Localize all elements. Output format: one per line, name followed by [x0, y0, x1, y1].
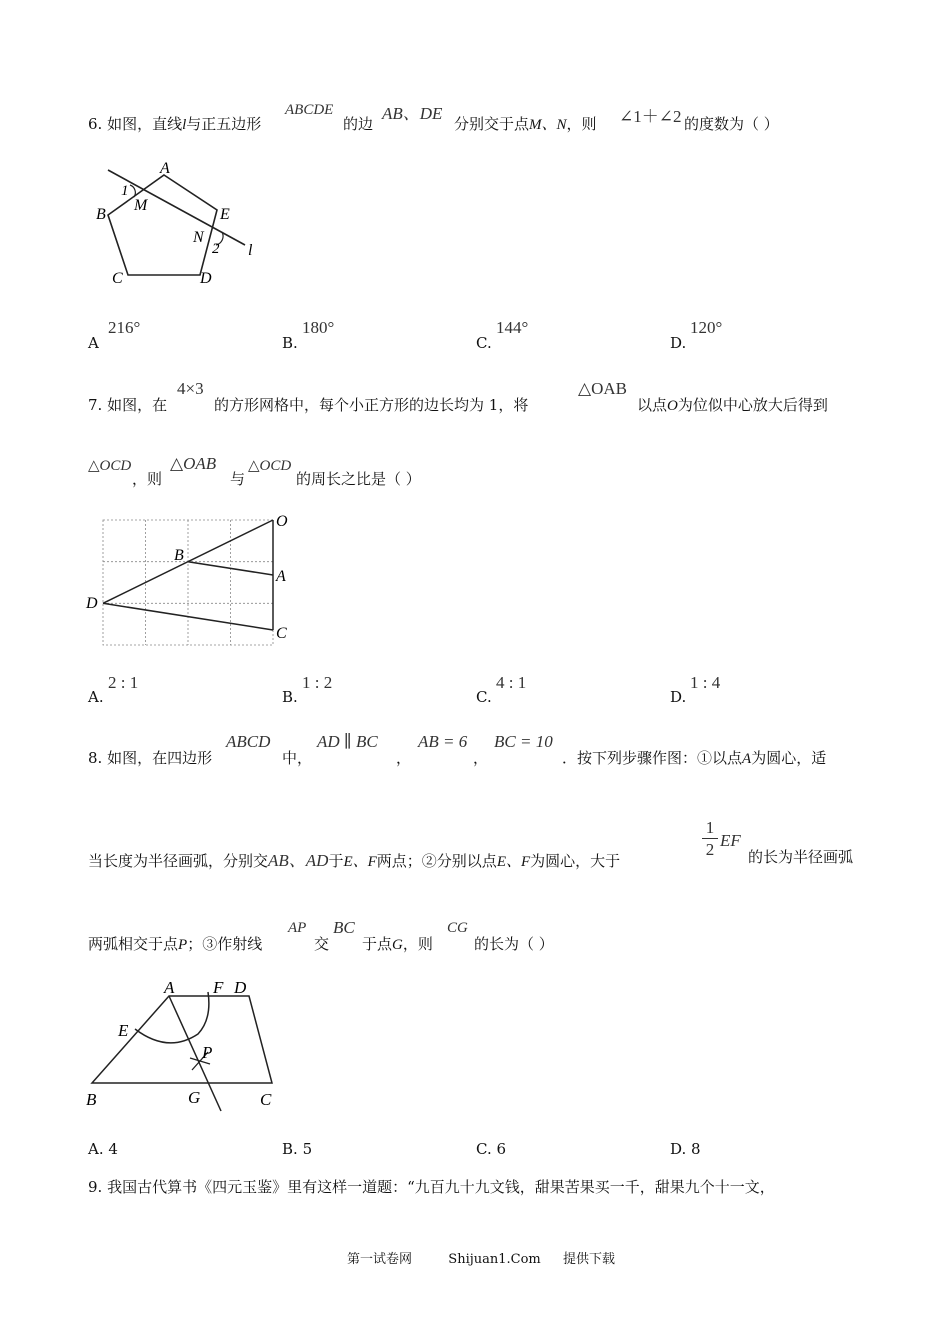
- q8-line3a-wrap: [88, 933, 262, 954]
- q8-math-cg: CG: [447, 920, 468, 936]
- q8-t1: 中，: [282, 749, 313, 767]
- q8-option-b-value: 5: [302, 1140, 313, 1158]
- q7-t2: 以点: [637, 396, 668, 414]
- label-O: O: [276, 513, 288, 530]
- q8-frac-den: 2: [705, 840, 715, 859]
- q8-g: G: [392, 937, 403, 953]
- q8-option-c-value: 6: [496, 1140, 507, 1158]
- q8-option-a-letter: A.: [88, 1140, 104, 1158]
- q8-lead: 8. 如图，在四边形: [88, 749, 213, 767]
- label-N: N: [193, 229, 204, 246]
- q8-option-b: [282, 1140, 312, 1158]
- q7-math-oab: △OAB: [578, 379, 627, 398]
- q7-grid-figure: [84, 508, 294, 653]
- q6-math-angles: ∠1＋∠2: [619, 107, 682, 126]
- q6-math-sides: AB、DE: [382, 104, 443, 123]
- q8-line2c: 两点；②分别以点: [376, 852, 497, 870]
- q8-option-d-letter: D.: [670, 1140, 687, 1158]
- label-D: D: [86, 595, 98, 612]
- label-B: B: [86, 1090, 97, 1109]
- q8-option-c-letter: C.: [476, 1140, 492, 1158]
- q7-option-c-value: 4 : 1: [496, 673, 527, 692]
- q6-pts: M、N: [529, 117, 567, 133]
- q8-option-d-value: 8: [691, 1140, 701, 1158]
- q8-trapezoid-figure: [80, 974, 290, 1114]
- q8-option-d: [670, 1140, 701, 1158]
- footer-right: 提供下载: [563, 1252, 616, 1267]
- q7-math-grid: 4×3: [177, 379, 204, 398]
- q8-option-c: [476, 1140, 506, 1158]
- label-B: B: [174, 547, 184, 564]
- q7-lead: 7. 如图，在: [88, 396, 168, 414]
- q8-option-a: [88, 1140, 118, 1158]
- q6-t4: ，则: [566, 115, 597, 133]
- label-D: D: [200, 270, 212, 287]
- q8-line2b: 于: [328, 852, 344, 870]
- q8-t2: ．按下列步骤作图：①以点: [562, 749, 743, 767]
- footer-mid: Shijuan1.Com: [448, 1252, 541, 1267]
- q7-o: O: [667, 398, 678, 414]
- label-C: C: [276, 625, 287, 642]
- q8-line3f: 的长为（ ）: [474, 935, 554, 953]
- q7-t5: 与: [230, 470, 246, 488]
- label-A: A: [164, 978, 175, 997]
- q8-line2m: AB、AD: [268, 851, 329, 870]
- q8-p: P: [178, 937, 188, 953]
- q7-option-b-value: 1 : 2: [302, 673, 333, 692]
- q6-t3: 分别交于点: [454, 115, 530, 133]
- q8-comma2: ，: [473, 749, 489, 767]
- q8-fraction: [702, 818, 718, 861]
- q6-t1: 与正五边形: [186, 115, 262, 133]
- q7-math-ocd: △OCD: [88, 458, 132, 474]
- q8-math-ab: AB = 6: [418, 732, 468, 751]
- q7-option-b-letter: B.: [282, 688, 298, 706]
- footer-left: 第一试卷网: [347, 1252, 413, 1267]
- q6-line: [88, 113, 261, 134]
- label-C: C: [260, 1090, 272, 1109]
- q9-text: 9. 我国古代算书《四元玉鉴》里有这样一道题：“九百九十九文钱，甜果苦果买一千，甜果九个十一文，: [88, 1178, 775, 1196]
- q6-option-c-value: 144°: [496, 318, 529, 337]
- angle-arc-1: [130, 185, 135, 197]
- q8-line2d: 为圆心，大于: [530, 852, 621, 870]
- q8-line3d: 于点: [362, 935, 393, 953]
- q6-l: l: [182, 117, 187, 133]
- q7-option-d-letter: D.: [670, 688, 687, 706]
- q8-math-ap: AP: [288, 920, 307, 936]
- label-M: M: [134, 197, 148, 214]
- label-G: G: [188, 1088, 201, 1107]
- label-A: A: [276, 568, 286, 585]
- label-D: D: [234, 978, 247, 997]
- q6-option-a-letter: A: [88, 334, 99, 352]
- q7-math-oab2: △OAB: [170, 454, 217, 473]
- label-B: B: [96, 206, 106, 223]
- label-l: l: [248, 242, 253, 259]
- q6-pentagon-figure: [90, 155, 270, 290]
- label-E: E: [220, 206, 230, 223]
- q8-line2ef: E、F: [343, 854, 377, 870]
- label-F: F: [213, 978, 224, 997]
- q8-line3c: 交: [314, 935, 330, 953]
- q8-a: A: [742, 751, 752, 767]
- q6-option-d-letter: D.: [670, 334, 687, 352]
- q8-line2a: 当长度为半径画弧，分别交: [88, 852, 269, 870]
- q6-t5: 的度数为（ ）: [684, 115, 779, 133]
- q8-t3: 为圆心，适: [751, 749, 827, 767]
- q8-line3d-wrap: [362, 933, 433, 954]
- q7-option-a-value: 2 : 1: [108, 673, 139, 692]
- q6-lead: 6. 如图，直线: [88, 115, 183, 133]
- q6-option-c-letter: C.: [476, 334, 492, 352]
- q7-t6: 的周长之比是（ ）: [296, 470, 421, 488]
- label-C: C: [112, 270, 123, 287]
- q6-option-d-value: 120°: [690, 318, 723, 337]
- q8-line3e: ，则: [402, 935, 433, 953]
- q8-line2e: 的长为半径画弧: [748, 848, 854, 866]
- q8-math-ef: EF: [720, 831, 741, 850]
- label-two: 2: [212, 241, 220, 257]
- q8-comma1: ，: [396, 749, 412, 767]
- arc-EF: [135, 992, 209, 1043]
- q8-line3b: ；③作射线: [187, 935, 263, 953]
- q6-math-abcde: ABCDE: [285, 102, 334, 118]
- label-P: P: [202, 1043, 213, 1062]
- q6-option-b-value: 180°: [302, 318, 335, 337]
- q7-t3: 为位似中心放大后得到: [677, 396, 828, 414]
- q8-math-bc2: BC: [333, 918, 355, 937]
- q7-t4: ，则: [132, 470, 163, 488]
- q8-frac-num: 1: [702, 818, 718, 839]
- label-one: 1: [121, 183, 129, 199]
- q8-line2: [88, 846, 620, 871]
- footer: [347, 1248, 615, 1267]
- q8-math-abcd: ABCD: [226, 732, 271, 751]
- label-A: A: [160, 160, 170, 177]
- q8-line3a: 两弧相交于点: [88, 935, 179, 953]
- q7-t2-line: [637, 394, 828, 415]
- label-E: E: [118, 1021, 129, 1040]
- q7-option-d-value: 1 : 4: [690, 673, 721, 692]
- q6-t3-line: [454, 113, 597, 134]
- q8-t2-line: [562, 747, 826, 768]
- q8-line2ef2: E、F: [496, 854, 531, 870]
- q7-t1: 的方形网格中，每个小正方形的边长均为 1，将: [214, 396, 529, 414]
- q7-option-c-letter: C.: [476, 688, 492, 706]
- q8-math-bc: BC = 10: [494, 732, 553, 751]
- q8-option-a-value: 4: [108, 1140, 118, 1158]
- q7-option-a-letter: A.: [88, 688, 104, 706]
- q8-math-parallel: AD ∥ BC: [317, 732, 378, 751]
- q7-math-ocd2: △OCD: [248, 458, 292, 474]
- q6-option-a-value: 216°: [108, 318, 141, 337]
- q6-option-b-letter: B.: [282, 334, 298, 352]
- q8-option-b-letter: B.: [282, 1140, 298, 1158]
- q6-t2: 的边: [343, 115, 374, 133]
